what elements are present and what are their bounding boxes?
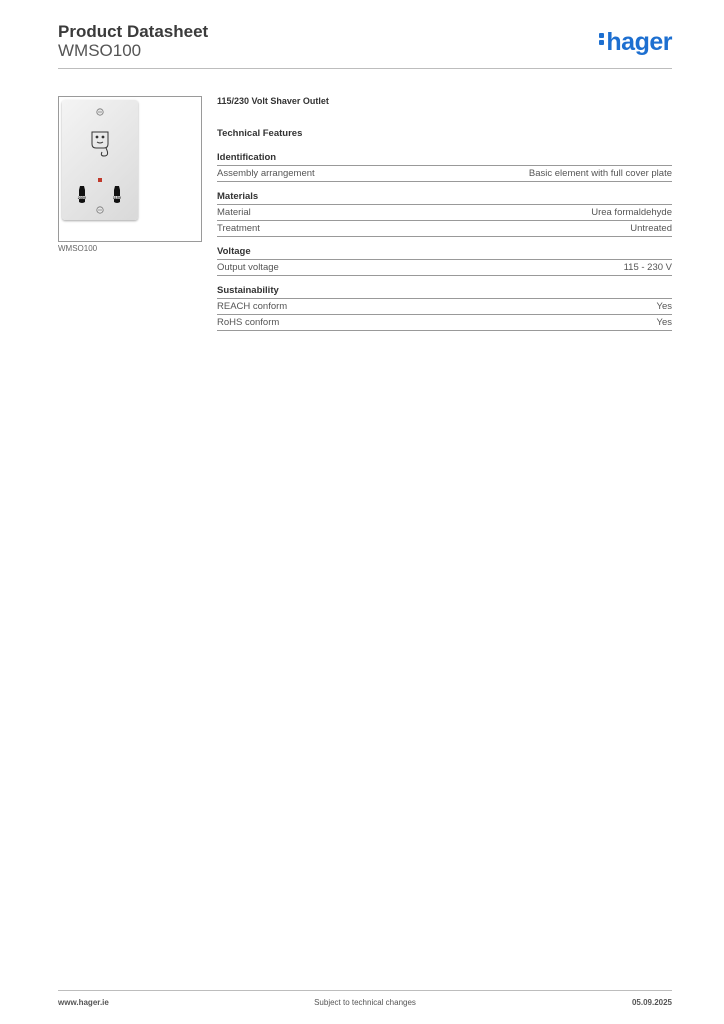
spec-group-sustainability xyxy=(217,285,672,331)
page-header xyxy=(58,22,672,70)
right-socket-icon xyxy=(114,186,120,203)
shaver-symbol-icon xyxy=(92,132,108,156)
indicator-light-icon xyxy=(98,178,102,182)
product-image xyxy=(62,100,138,220)
group-title: Materials xyxy=(217,191,672,205)
spec-label: RoHS conform xyxy=(217,317,280,328)
technical-features-heading: Technical Features xyxy=(217,128,303,139)
spec-value: Urea formaldehyde xyxy=(591,207,672,218)
spec-row xyxy=(217,205,672,221)
header-divider xyxy=(58,68,672,69)
spec-row xyxy=(217,260,672,276)
spec-value: 115 - 230 V xyxy=(623,262,672,273)
footer-divider xyxy=(58,990,672,991)
spec-row xyxy=(217,299,672,315)
spec-row xyxy=(217,166,672,182)
group-title: Voltage xyxy=(217,246,672,260)
footer-website-link[interactable]: www.hager.ie xyxy=(58,998,109,1007)
product-code: WMSO100 xyxy=(58,41,142,60)
footer-date: 05.09.2025 xyxy=(631,998,672,1007)
right-socket-label: 115V xyxy=(112,196,122,200)
spec-label: REACH conform xyxy=(217,301,288,312)
document-title: Product Datasheet xyxy=(58,22,209,41)
spec-value: Basic element with full cover plate xyxy=(528,168,672,179)
group-title: Sustainability xyxy=(217,285,672,299)
spec-group-voltage xyxy=(217,246,672,276)
footer-notice: Subject to technical changes xyxy=(314,998,416,1007)
spec-label: Material xyxy=(217,207,251,218)
shaver-outlet-illustration xyxy=(62,100,138,220)
spec-row xyxy=(217,315,672,331)
logo-dots-icon xyxy=(599,31,605,47)
left-socket-icon xyxy=(79,186,85,203)
spec-row xyxy=(217,221,672,237)
spec-label: Treatment xyxy=(217,223,260,234)
spec-group-materials xyxy=(217,191,672,237)
spec-label: Assembly arrangement xyxy=(217,168,315,179)
spec-group-identification xyxy=(217,152,672,182)
left-socket-label: 230V xyxy=(77,196,87,200)
hager-logo[interactable] xyxy=(599,28,672,57)
logo-text: hager xyxy=(606,28,672,56)
spec-content xyxy=(217,96,672,340)
spec-value: Yes xyxy=(656,301,672,312)
product-name: 115/230 Volt Shaver Outlet xyxy=(217,96,329,106)
spec-label: Output voltage xyxy=(217,262,279,273)
group-title: Identification xyxy=(217,152,672,166)
spec-value: Yes xyxy=(656,317,672,328)
image-caption: WMSO100 xyxy=(58,244,98,253)
spec-value: Untreated xyxy=(630,223,672,234)
